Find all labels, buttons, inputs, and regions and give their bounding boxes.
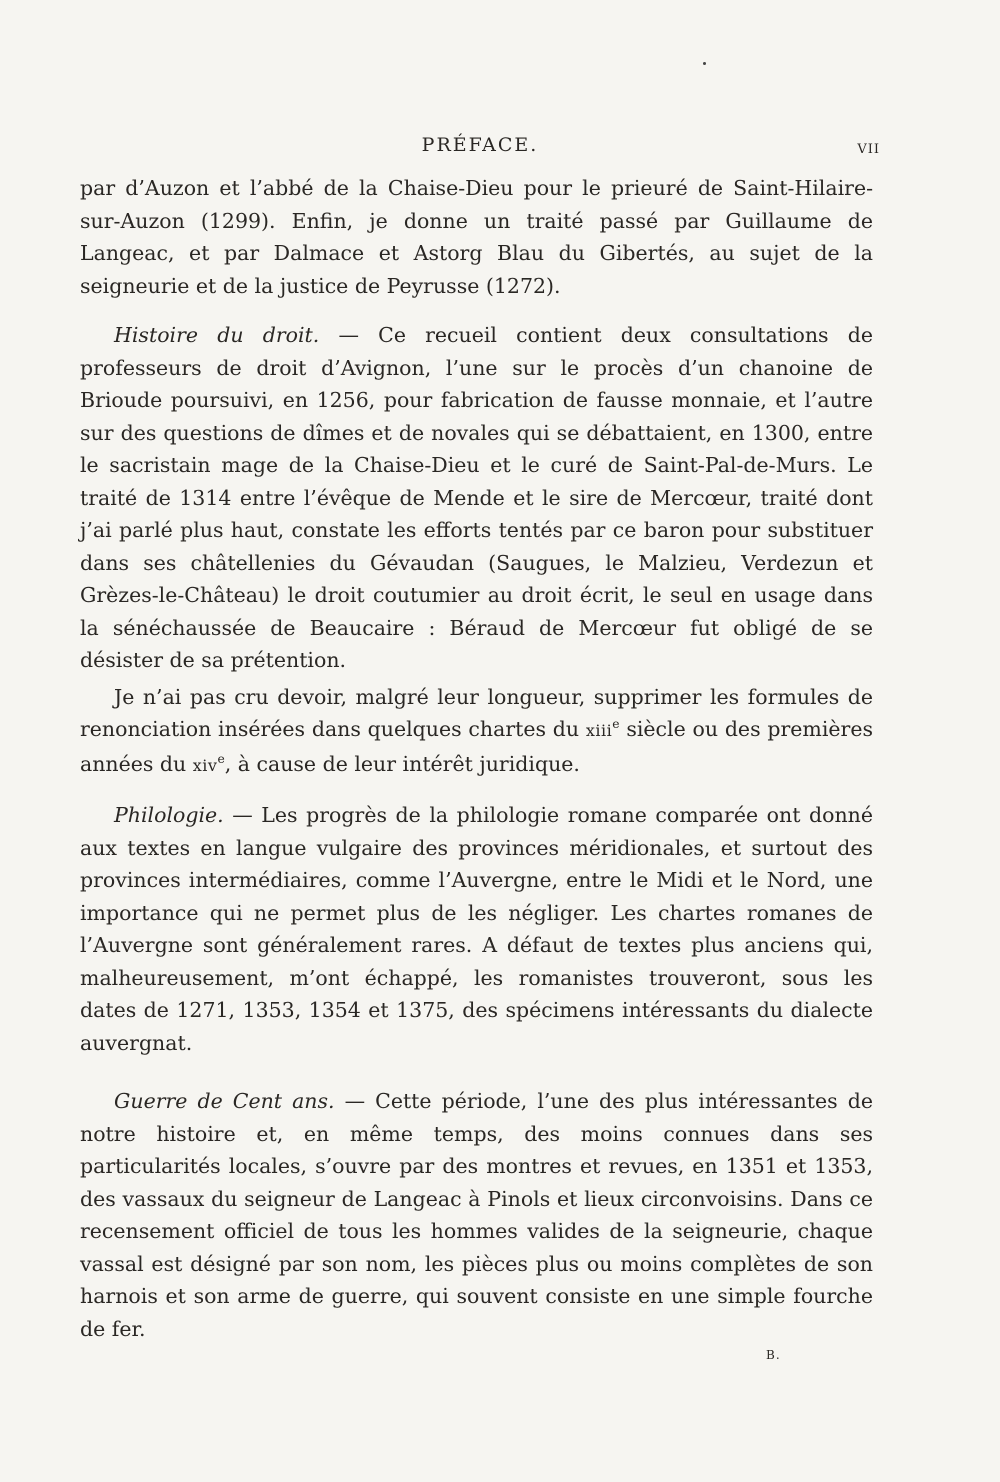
century-numeral: xiv bbox=[192, 755, 218, 775]
paragraph-guerre-de-cent-ans bbox=[80, 1085, 873, 1345]
century-superscript: e bbox=[612, 717, 620, 732]
paragraph-text: — Cette période, l’une des plus intéressantes de notre histoire et, en même temps, des moins connues dans ses particularités locales, s’ouvre par des montres et revues, en 1351 et 1353, des vassaux du seigneur de Langeac à Pinols et lieux circonvoisins. Dans ce recensement officiel de tous les hommes valides de la seigneurie, chaque vassal est désigné par son nom, les pièces plus ou moins complètes de son harnois et son arme de guerre, qui souvent consiste en une simple fourche de fer. bbox=[80, 1089, 873, 1341]
paragraph-histoire-du-droit bbox=[80, 319, 873, 677]
century-numeral: xiii bbox=[585, 721, 613, 740]
paragraph-text: , à cause de leur intérêt juridique. bbox=[224, 751, 580, 776]
paragraph-philologie bbox=[80, 799, 873, 1059]
paragraph-text: — Les progrès de la philologie romane comparée ont donné aux textes en langue vulgaire des provinces méridionales, et surtout des provinces intermédiaires, comme l’Auvergne, entre le Midi et le Nord, une importance qui ne permet plus de les négliger. Les chartes romanes de l’Auvergne sont généralement rares. A défaut de textes plus anciens qui, malheureusement, m’ont échappé, les romanistes trouveront, sous les dates de 1271, 1353, 1354 et 1375, des spécimens intéressants du dialecte auvergnat. bbox=[80, 803, 873, 1055]
paper-speck bbox=[703, 62, 706, 65]
body-text bbox=[80, 172, 873, 1345]
page-title: PRÉFACE. bbox=[421, 134, 539, 156]
signature-mark: B. bbox=[766, 1348, 781, 1362]
paragraph-continuation bbox=[80, 172, 873, 302]
century-superscript: e bbox=[217, 751, 225, 766]
paragraph-text: par d’Auzon et l’abbé de la Chaise-Dieu pour le prieuré de Saint-Hilaire-sur-Auzon (1299). Enfin, je donne un traité passé par Guillaume de Langeac, et par Dalmace et Astorg Blau du Gibertés, au sujet de la seigneurie et de la justice de Peyrusse (1272). bbox=[80, 176, 873, 298]
section-heading: Philologie. bbox=[114, 803, 224, 827]
running-head bbox=[80, 132, 880, 162]
section-heading: Histoire du droit. bbox=[114, 323, 320, 347]
paragraph-text: — Ce recueil contient deux consultations de professeurs de droit d’Avignon, l’une sur le procès d’un chanoine de Brioude poursuivi, en 1256, pour fabrication de fausse monnaie, et l’autre sur des questions de dîmes et de novales qui se débattaient, en 1300, entre le sacristain mage de la Chaise-Dieu et le curé de Saint-Pal-de-Murs. Le traité de 1314 entre l’évêque de Mende et le sire de Mercœur, traité dont j’ai parlé plus haut, constate les efforts tentés par ce baron pour substituer dans ses châtellenies du Gévaudan (Saugues, le Malzieu, Verdezun et Grèzes-le-Château) le droit coutumier au droit écrit, le seul en usage dans la sénéchaussée de Beaucaire : Béraud de Mercœur fut obligé de se désister de sa prétention. bbox=[80, 323, 873, 672]
paragraph-text: Je n’ai pas cru devoir, malgré leur longueur, supprimer les formules de renonciation insérées dans quelques chartes du bbox=[80, 684, 873, 741]
paragraph-text: siècle ou des premières années du bbox=[80, 717, 873, 776]
section-heading: Guerre de Cent ans. bbox=[114, 1089, 335, 1113]
paragraph-renonciation bbox=[80, 681, 873, 783]
page-number: VII bbox=[857, 142, 880, 157]
